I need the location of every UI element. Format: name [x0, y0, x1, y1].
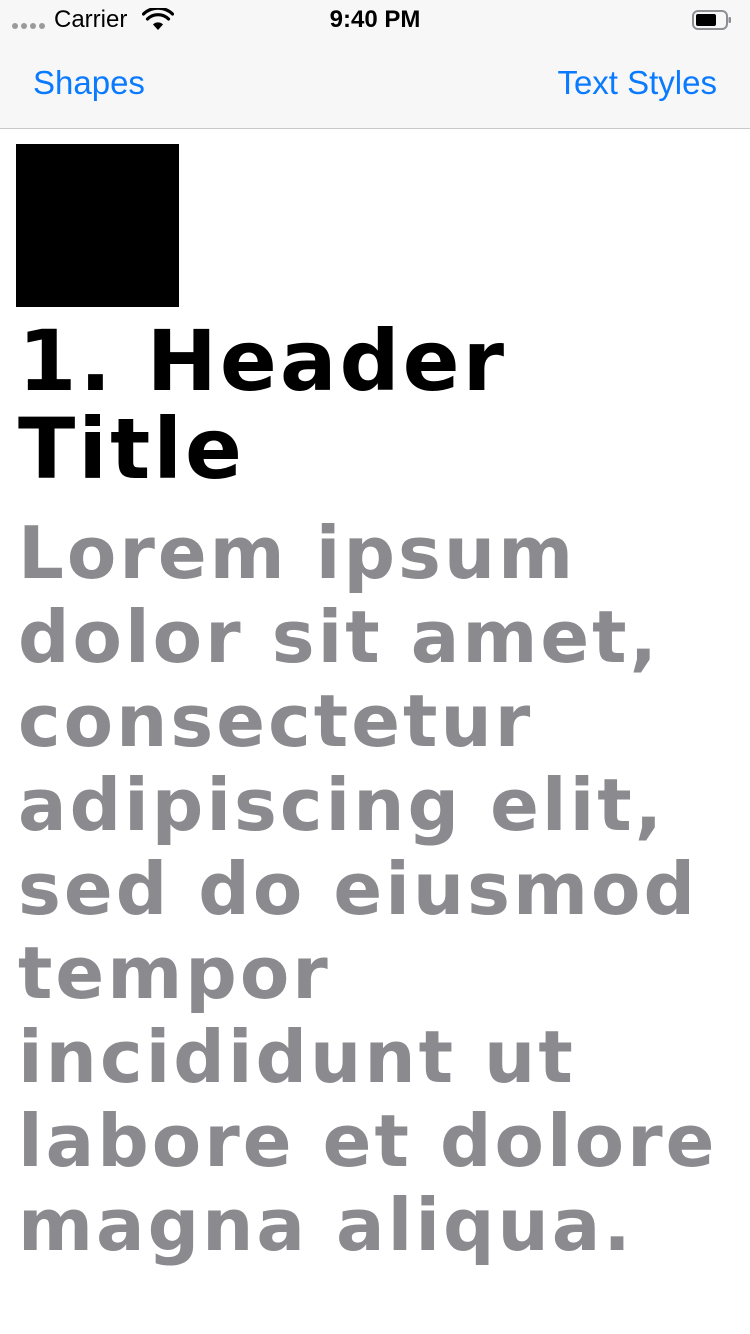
navigation-bar [0, 40, 750, 129]
header-title: 1. Header Title [18, 312, 508, 498]
content-area [0, 129, 750, 1334]
battery-icon [692, 9, 732, 31]
status-time: 9:40 PM [329, 6, 421, 33]
status-bar [0, 0, 750, 40]
text-styles-nav-button[interactable]: Text Styles [557, 64, 717, 101]
carrier-label: Carrier [54, 6, 128, 33]
black-square-shape [16, 144, 179, 307]
shapes-nav-button[interactable]: Shapes [33, 64, 145, 101]
body-text: Lorem ipsum dolor sit amet, consectetur adipiscing elit, sed do eiusmod tempor incididunt ut labore et dolore magna aliqua. [18, 511, 718, 1267]
